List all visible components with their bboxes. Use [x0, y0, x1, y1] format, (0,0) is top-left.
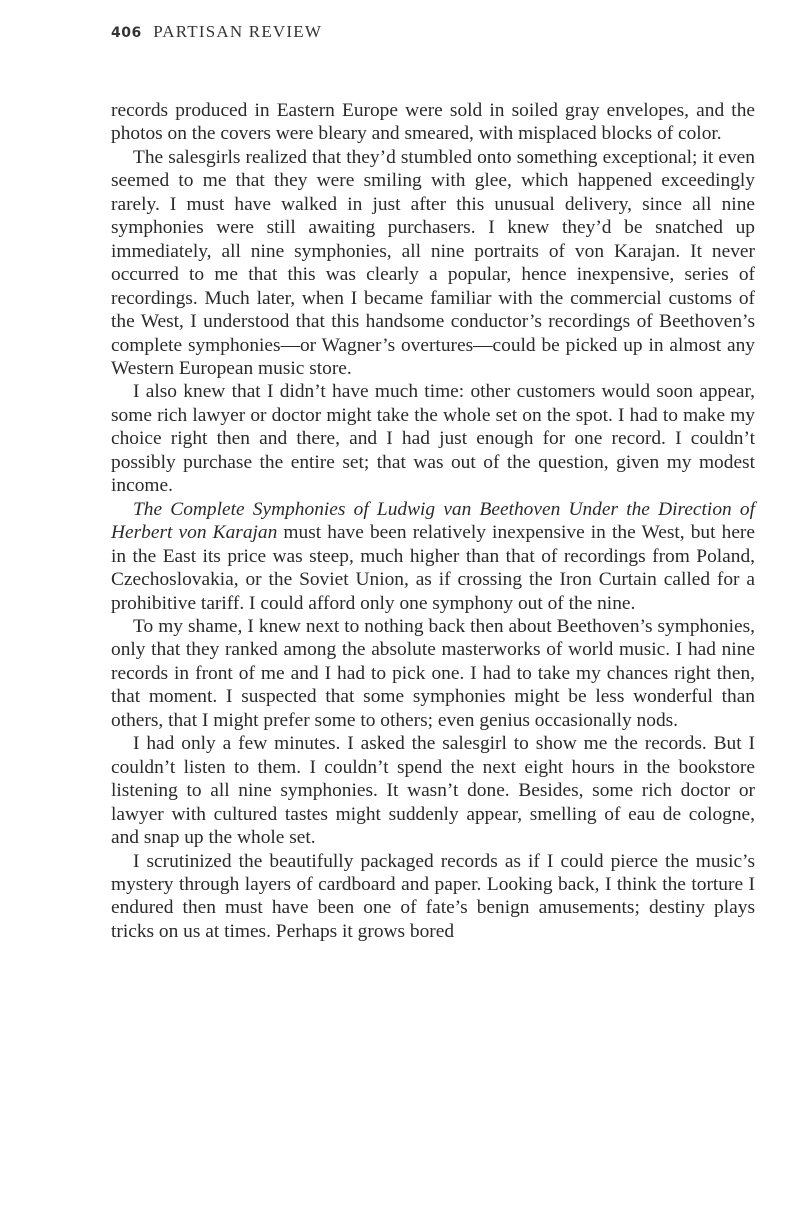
paragraph-text: must have been relatively inexpensive in the West, but here in the East its price was steep, much higher than that of recordings from Poland, Czechoslovakia, or the Soviet Union, as if crossing the Iron Curtain called for a prohibitive tariff. I could afford only one symphony out of the nine.: [111, 522, 755, 614]
paragraph: [111, 99, 755, 146]
running-head: [111, 22, 322, 42]
paragraph-text: I scrutinized the beautifully packaged records as if I could pierce the music’s mystery through layers of cardboard and paper. Looking back, I think the torture I endured then must have been one of fate’s benign amusements; destiny plays tricks on us at times. Perhaps it grows bored: [111, 850, 755, 942]
paragraph-text: records produced in Eastern Europe were sold in soiled gray envelopes, and the photos on the covers were bleary and smeared, with misplaced blocks of color.: [111, 100, 755, 145]
body-text: [111, 99, 755, 943]
paragraph: [111, 732, 755, 849]
paragraph: [111, 615, 755, 732]
paragraph-text: The salesgirls realized that they’d stumbled onto something exceptional; it even seemed to me that they were smiling with glee, which happened exceedingly rarely. I must have walked in just after this unusual delivery, since all nine symphonies were still awaiting purchasers. I knew they’d be snatched up immediately, all nine symphonies, all nine portraits of von Karajan. It never occurred to me that this was clearly a popular, hence inexpensive, series of recordings. Much later, when I became familiar with the commercial customs of the West, I understood that this handsome conductor’s recordings of Beethoven’s complete symphonies—or Wagner’s overtures—could be picked up in almost any Western European music store.: [111, 146, 755, 379]
paragraph-text: I had only a few minutes. I asked the salesgirl to show me the records. But I couldn’t listen to them. I couldn’t spend the next eight hours in the bookstore listening to all nine symphonies. It wasn’t done. Besides, some rich doctor or lawyer with cultured tastes might suddenly appear, smelling of eau de cologne, and snap up the whole set.: [111, 733, 755, 849]
paragraph: [111, 146, 755, 381]
paragraph: [111, 498, 755, 615]
paragraph-text: To my shame, I knew next to nothing back then about Beethoven’s symphonies, only that they ranked among the absolute masterworks of world music. I had nine records in front of me and I had to pick one. I had to take my chances right then, that moment. I suspected that some symphonies might be less wonderful than others, that I might prefer some to others; even genius occasionally nods.: [111, 615, 755, 731]
paragraph-text: I also knew that I didn’t have much time: other customers would soon appear, some rich lawyer or doctor might take the whole set on the spot. I had to make my choice right then and there, and I had just enough for one record. I couldn’t possibly purchase the entire set; that was out of the question, given my modest income.: [111, 381, 755, 497]
paragraph: [111, 380, 755, 497]
journal-title: PARTISAN REVIEW: [153, 22, 323, 41]
page-number: 406: [111, 25, 142, 41]
paragraph: [111, 850, 755, 944]
book-title-italic: The Complete Symphonies of Ludwig van Beethoven Under the Direction of Herbert von Karajan: [111, 498, 755, 544]
